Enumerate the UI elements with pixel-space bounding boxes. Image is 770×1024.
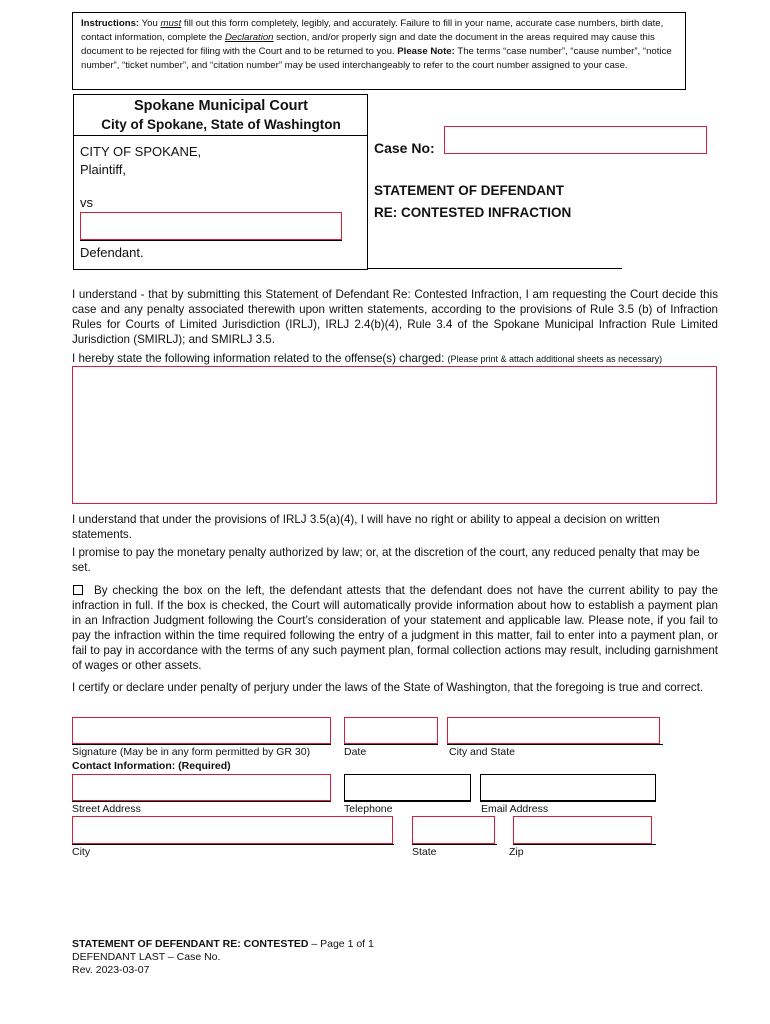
instructions-lead: Instructions: xyxy=(81,18,140,29)
date-line xyxy=(344,744,438,745)
defendant-label: Defendant. xyxy=(80,245,144,260)
paragraph-statement-intro xyxy=(72,351,718,367)
city-label: City xyxy=(72,846,91,858)
statement-intro-note: (Please print & attach additional sheets as necessary) xyxy=(447,354,663,364)
paragraph-no-appeal: I understand that under the provisions of IRLJ 3.5(a)(4), I will have no right or ability to appeal a decision on written statements. xyxy=(72,513,660,541)
instructions-box xyxy=(72,12,686,90)
contact-required-label: (Required) xyxy=(178,760,231,772)
city-state-line xyxy=(447,744,663,745)
page-footer xyxy=(72,938,374,977)
statement-textarea[interactable] xyxy=(72,366,717,504)
paragraph-request: I understand - that by submitting this Statement of Defendant Re: Contested Infraction, I am requesting the Court decide this case and any penalty associated therewith upon written statements, according to the provisions of Rule 3.5 (b) of Infraction Rules for Courts of Limited Jurisdiction (IRLJ), IRLJ 2.4(b)(4), Rule 3.4 of the Spokane Municipal Infraction Rule Limited Jurisdiction (SMIRLJ); and SMIRLJ 3.5. xyxy=(72,288,718,346)
caption-divider xyxy=(74,135,368,136)
defendant-name-field[interactable] xyxy=(80,212,342,240)
signature-label: Signature (May be in any form permitted by GR 30) xyxy=(72,746,311,758)
street-address-field[interactable] xyxy=(72,774,331,801)
city-field[interactable] xyxy=(72,816,393,844)
signature-line xyxy=(72,744,331,745)
vs-label: vs xyxy=(80,195,93,210)
caption-bottom-rule xyxy=(368,268,622,269)
date-label: Date xyxy=(344,746,367,758)
email-address-line xyxy=(480,801,656,802)
footer-case-line: DEFENDANT LAST – Case No. xyxy=(72,951,221,963)
statement-intro-text: I hereby state the following information related to the offense(s) charged: xyxy=(72,352,448,365)
date-field[interactable] xyxy=(344,717,438,744)
document-title-line-2: RE: CONTESTED INFRACTION xyxy=(374,205,572,220)
city-line xyxy=(72,844,394,845)
footer-revision: Rev. 2023-03-07 xyxy=(72,964,150,976)
instructions-declaration: Declaration xyxy=(224,32,274,43)
plaintiff-block xyxy=(80,143,201,179)
instructions-text-3: section, and/or properly sign and date the document in the areas required may cause this document to be rejected for filing with the Court and to be returned to you. xyxy=(81,32,655,57)
instructions-text-1: You xyxy=(139,18,161,29)
contact-info-heading xyxy=(72,760,231,772)
footer-page-number: – Page 1 of 1 xyxy=(308,938,374,950)
street-address-label: Street Address xyxy=(72,803,141,815)
footer-title-bold: STATEMENT OF DEFENDANT RE: CONTESTED xyxy=(72,938,309,950)
paragraph-payment-plan: By checking the box on the left, the defendant attests that the defendant does not have the current ability to pay the infraction in full. If the box is checked, the Court will automatically provide information about how to establish a payment plan in an Infraction Judgment following the Court’s consideration of your statement and applicable law. Please note, if you fail to pay the infraction within the time required following the entry of a judgment in this matter, fail to enter into a payment plan, or fail to pay in accordance with the terms of any such payment plan, formal collection actions may result, including garnishment of wages or other assets. xyxy=(72,584,718,672)
street-address-line xyxy=(72,801,331,802)
instructions-please-note: Please Note: xyxy=(397,46,455,57)
telephone-label: Telephone xyxy=(344,803,393,815)
state-field[interactable] xyxy=(412,816,495,844)
plaintiff-label: Plaintiff, xyxy=(80,162,127,177)
instructions-must: must xyxy=(160,18,182,29)
state-label: State xyxy=(412,846,437,858)
paragraph-promise-pay: I promise to pay the monetary penalty authorized by law; or, at the discretion of the court, any reduced penalty that may be set. xyxy=(72,546,700,574)
zip-field[interactable] xyxy=(513,816,652,844)
instructions-text-4: The terms “case number”, “cause number”, “notice number”, “ticket number”, and “citation number” may be used interchangeably to refer to the court number assigned to your case. xyxy=(81,46,672,71)
contact-info-label: Contact Information: xyxy=(72,760,179,772)
city-state-field[interactable] xyxy=(447,717,660,744)
instructions-text-2: fill out this form completely, legibly, and accurately. Failure to fill in your name, accurate case numbers, birth date, contact information, complete the xyxy=(81,18,664,43)
city-state-label: City and State xyxy=(449,746,515,758)
zip-label: Zip xyxy=(509,846,524,858)
footer-title xyxy=(72,938,374,951)
email-address-label: Email Address xyxy=(481,803,549,815)
signature-field[interactable] xyxy=(72,717,331,744)
court-name: Spokane Municipal Court xyxy=(133,98,308,114)
state-line xyxy=(412,844,497,845)
document-title-line-1: STATEMENT OF DEFENDANT xyxy=(374,183,564,198)
paragraph-certify: I certify or declare under penalty of perjury under the laws of the State of Washington, that the foregoing is true and correct. xyxy=(72,681,704,694)
case-no-field[interactable] xyxy=(444,126,707,154)
telephone-line xyxy=(344,801,471,802)
case-no-label: Case No: xyxy=(374,140,435,156)
plaintiff-name: CITY OF SPOKANE, xyxy=(80,144,202,159)
defendant-name-line xyxy=(80,240,342,241)
zip-line xyxy=(513,844,656,845)
email-address-field[interactable] xyxy=(480,774,656,801)
court-jurisdiction: City of Spokane, State of Washington xyxy=(101,117,341,132)
telephone-field[interactable] xyxy=(344,774,471,801)
document-title xyxy=(374,180,571,224)
